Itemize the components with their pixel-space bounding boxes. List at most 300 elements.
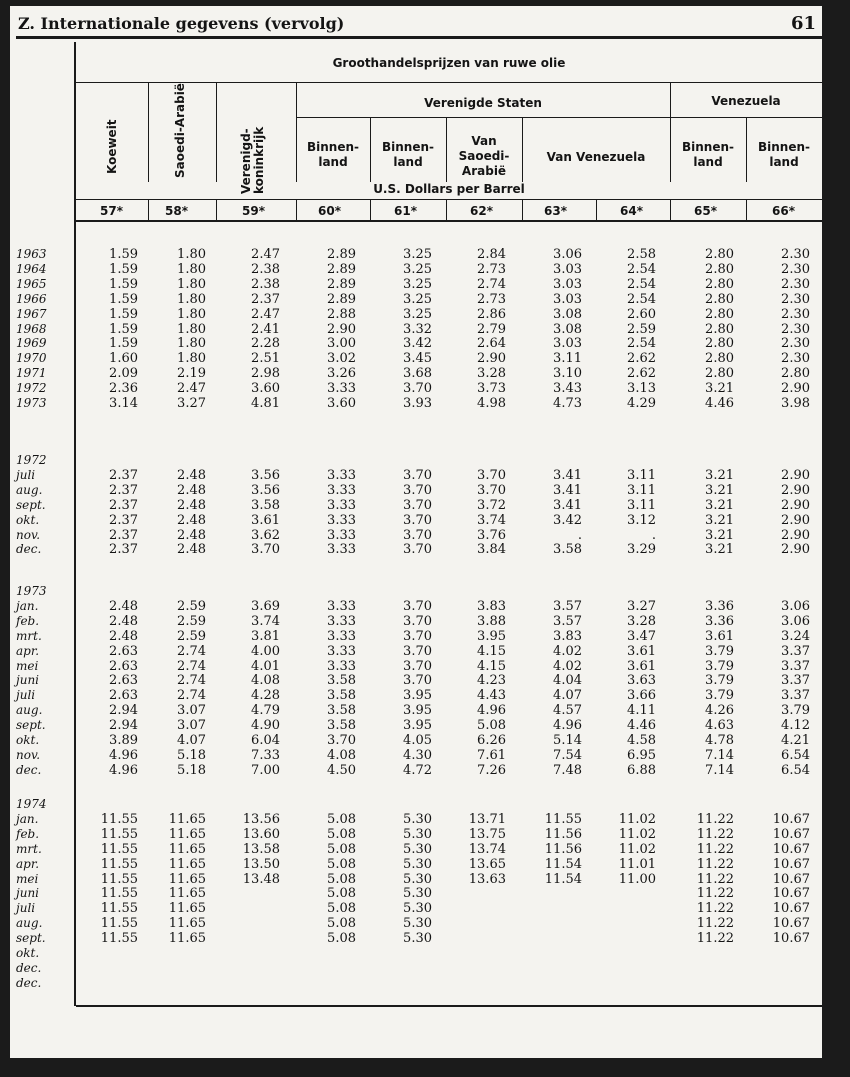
table-cell: 3.06 [553,247,582,262]
row-label: juli [16,901,36,916]
table-cell: 5.30 [403,871,432,887]
table-cell: 2.30 [781,306,810,322]
table-cell: 4.01 [251,658,280,674]
table-cell: 13.60 [242,826,280,842]
table-cell: 3.25 [403,276,432,292]
table-cell: 3.73 [477,381,506,397]
table-cell: 11.22 [696,901,734,917]
code-sep-6 [522,199,523,221]
table-cell: 11.02 [618,826,656,842]
table-cell: 3.61 [627,643,656,659]
table-cell: 11.00 [618,871,656,887]
col-label-usa-binnenland-1: Binnen- land [306,140,359,169]
table-cell: 5.08 [327,871,356,887]
table-cell: 11.55 [100,886,138,902]
table-cell: 4.08 [251,673,280,689]
table-cell: 3.11 [627,467,656,483]
table-cell: 4.07 [177,733,206,748]
table-cell: 5.18 [177,747,206,763]
table-cell: 5.08 [327,811,356,827]
table-cell: 7.26 [477,762,506,778]
table-cell: 3.95 [403,718,432,734]
table-cell: 2.90 [781,512,810,528]
table-cell: 2.89 [327,276,356,292]
table-cell: 5.08 [327,931,356,947]
table-cell: 5.08 [327,916,356,932]
table-cell: 3.42 [553,512,582,528]
table-cell: 10.67 [772,886,810,902]
table-cell: . [577,527,582,543]
table-cell: 7.54 [553,747,582,763]
table-cell: 2.37 [109,527,138,543]
table-cell: 4.11 [627,703,656,719]
table-cell: 2.88 [327,306,356,322]
table-cell: 11.55 [100,871,138,887]
table-cell: 1.80 [177,291,206,307]
table-cell: 3.70 [403,381,432,397]
table-cell: 10.67 [772,811,810,827]
table-cell: 3.24 [781,628,810,644]
table-cell: 7.33 [251,747,280,763]
table-cell: 3.70 [403,673,432,689]
table-cell: 11.22 [696,841,734,857]
table-cell: 3.95 [403,703,432,719]
table-cell: 3.33 [327,658,356,674]
table-cell: 13.65 [468,856,506,872]
table-cell: 4.00 [251,643,280,659]
table-cell: 3.33 [327,482,356,498]
table-cell: 3.03 [553,336,582,352]
row-label: nov. [16,527,41,542]
table-cell: 11.65 [168,856,206,872]
table-cell: 3.32 [403,321,432,337]
table-cell: 13.56 [242,811,280,827]
table-cell: 3.12 [627,512,656,528]
row-label: dec. [16,762,42,777]
row-label: okt. [16,733,40,747]
section-title: Z. Internationale gegevens (vervolg) [18,14,345,33]
table-cell: 3.83 [477,598,506,614]
table-cell: 4.15 [477,658,506,674]
table-cell: 5.30 [403,856,432,872]
table-cell: 3.07 [177,703,206,719]
table-cell: 4.02 [553,658,582,674]
rule-title [76,82,822,83]
table-cell: 3.88 [477,613,506,629]
row-label: juni [16,673,40,688]
table-cell: 4.21 [781,733,810,748]
table-cell: 5.14 [553,733,582,748]
row-label: 1966 [16,291,47,306]
table-cell: 3.21 [705,542,734,558]
table-cell: 3.21 [705,381,734,397]
table-cell: 1.80 [177,336,206,352]
table-cell: 3.69 [251,598,280,614]
table-cell: 3.42 [403,336,432,352]
table-cell: 2.80 [705,336,734,352]
row-label: okt. [16,946,40,960]
table-cell: 3.81 [251,628,280,644]
table-cell: 11.56 [544,826,582,842]
col-code-66: 66* [772,204,795,218]
table-cell: 3.70 [327,733,356,748]
table-cell: 4.73 [553,396,582,411]
table-cell: 11.56 [544,841,582,857]
table-cell: 2.59 [177,628,206,644]
table-cell: 3.68 [403,366,432,382]
code-sep-9 [746,199,747,221]
table-cell: 2.63 [109,688,138,704]
table-cell: 3.33 [327,527,356,543]
table-cell: 2.54 [627,276,656,292]
table-cell: 10.67 [772,916,810,932]
table-cell: 6.88 [627,762,656,778]
row-label: 1968 [16,321,47,336]
col-label-venezuela-binnenland-2: Binnen- land [757,140,810,169]
code-sep-4 [370,199,371,221]
table-cell: 5.30 [403,826,432,842]
row-label: nov. [16,747,41,762]
table-cell: 2.28 [251,336,280,352]
table-cell: 11.55 [100,856,138,872]
table-cell: 11.55 [100,901,138,917]
table-cell: 3.11 [553,351,582,367]
table-cell: 3.27 [627,598,656,614]
row-label: dec. [16,542,42,557]
table-cell: 1.59 [109,276,138,292]
table-cell: 3.00 [327,336,356,352]
table-cell: 3.29 [627,542,656,558]
table-cell: 3.26 [327,366,356,382]
table-cell: 4.58 [627,733,656,748]
table-cell: 3.36 [705,598,734,614]
table-cell: 5.30 [403,901,432,917]
table-cell: 2.90 [781,467,810,483]
table-cell: 4.04 [553,673,582,689]
table-cell: 3.61 [627,658,656,674]
table-cell: 1.80 [177,351,206,367]
table-cell: 5.18 [177,762,206,778]
table-cell: 3.79 [705,688,734,704]
table-cell: 3.93 [403,396,432,411]
table-cell: 7.00 [251,762,280,778]
col-code-57: 57* [100,204,123,218]
table-cell: 5.08 [327,901,356,917]
table-cell: 11.22 [696,811,734,827]
table-cell: 2.36 [109,381,138,397]
row-label: okt. [16,512,40,527]
col-code-61: 61* [394,204,417,218]
row-label: 1973 [16,584,47,598]
table-title: Groothandelsprijzen van ruwe olie [332,56,566,70]
table-cell: 11.22 [696,931,734,947]
table-cell: 3.61 [705,628,734,644]
table-cell: 4.05 [403,733,432,748]
table-cell: 11.55 [100,811,138,827]
table-cell: 3.66 [627,688,656,704]
table-cell: 4.26 [705,703,734,719]
table-cell: 3.14 [109,396,138,411]
table-cell: 1.59 [109,291,138,307]
table-cell: 4.81 [251,396,280,411]
table-cell: 2.59 [177,613,206,629]
row-label: 1970 [16,351,47,366]
row-label: jan. [16,811,39,826]
table-cell: 2.51 [251,351,280,367]
code-sep-7 [596,199,597,221]
col-label-usa-binnenland-2: Binnen- land [381,140,434,169]
table-cell: 3.58 [327,703,356,719]
table-cell: 2.37 [109,542,138,558]
table-cell: 2.74 [477,276,506,292]
table-cell: 5.08 [327,886,356,902]
table-cell: 3.21 [705,497,734,513]
table-cell: 3.47 [627,628,656,644]
table-cell: 3.70 [403,598,432,614]
col-code-59: 59* [242,204,265,218]
table-cell: 2.60 [627,306,656,322]
table-cell: 3.56 [251,482,280,498]
table-cell: 2.80 [705,247,734,262]
table-cell: 10.67 [772,871,810,887]
table-cell: 3.95 [403,688,432,704]
table-cell: 2.94 [109,703,138,719]
row-label: juli [16,688,36,703]
page-number: 61 [790,13,816,34]
sep-1 [148,82,149,182]
row-label: apr. [16,856,40,871]
table-cell: 2.63 [109,658,138,674]
table-cell: 2.90 [781,482,810,498]
table-cell: 11.55 [100,841,138,857]
table-cell: 2.37 [109,467,138,483]
table-cell: 11.65 [168,826,206,842]
rule-codes-bottom [76,220,822,222]
table-cell: 4.96 [109,762,138,778]
group-venezuela: Venezuela [711,94,781,108]
table-cell: 3.70 [251,542,280,558]
table-cell: 3.03 [553,291,582,307]
table-cell: 3.33 [327,497,356,513]
table-cell: 3.79 [705,673,734,689]
col-label-van-venezuela: Van Venezuela [546,150,646,164]
table-cell: 3.95 [477,628,506,644]
table-cell: 2.80 [705,276,734,292]
table-cell: 2.30 [781,336,810,352]
table-cell: 3.33 [327,598,356,614]
table-cell: 11.55 [544,811,582,827]
table-cell: 3.70 [403,658,432,674]
row-label: mei [16,871,39,886]
table-cell: 2.48 [177,497,206,513]
row-label: feb. [16,613,40,628]
table-cell: 4.90 [251,718,280,734]
table-cell: 3.37 [781,643,810,659]
table-cell: 3.79 [705,658,734,674]
table-cell: 4.30 [403,747,432,763]
table-cell: 3.70 [477,482,506,498]
table-cell: 3.57 [553,598,582,614]
table-cell: 4.57 [553,703,582,719]
table-cell: 11.22 [696,856,734,872]
table-cell: 2.63 [109,673,138,689]
table-cell: 2.84 [477,247,506,262]
table-cell: 3.03 [553,261,582,277]
table-cell: 2.74 [177,688,206,704]
table-cell: 3.58 [251,497,280,513]
table-cell: 3.79 [781,703,810,719]
table-cell: 11.54 [544,871,582,887]
col-label-verenigd-koninkrijk: Verenigd- koninkrijk [239,126,266,194]
table-cell: 3.98 [781,396,810,411]
table-cell: 11.55 [100,826,138,842]
table-cell: 3.72 [477,497,506,513]
row-label: 1974 [16,797,47,811]
col-code-65: 65* [694,204,717,218]
table-cell: 2.58 [627,247,656,262]
table-cell: 13.63 [468,871,506,887]
table-cell: 13.75 [468,826,506,842]
table-cell: 2.80 [705,366,734,382]
bottom-rule [76,1005,822,1007]
table-cell: 2.30 [781,291,810,307]
table-cell: 2.48 [109,598,138,614]
table-cell: 3.70 [403,467,432,483]
table-cell: 3.33 [327,613,356,629]
table-cell: 2.90 [781,497,810,513]
table-cell: 4.28 [251,688,280,704]
col-code-63: 63* [544,204,567,218]
table-cell: 2.30 [781,276,810,292]
table-cell: 4.08 [327,747,356,763]
table-cell: 2.80 [705,351,734,367]
table-cell: 4.96 [477,703,506,719]
code-sep-1 [148,199,149,221]
sep-2 [216,82,217,182]
table-cell: 3.11 [627,497,656,513]
table-cell: 2.79 [477,321,506,337]
table-cell: 2.41 [251,321,280,337]
table-cell: 3.58 [327,673,356,689]
row-label: jan. [16,598,39,613]
table-cell: 3.70 [403,628,432,644]
col-code-62: 62* [470,204,493,218]
table-cell: 13.74 [468,841,506,857]
row-label: sept. [16,497,46,512]
table-cell: 2.63 [109,643,138,659]
table-cell: 4.12 [781,718,810,734]
table-cell: 3.07 [177,718,206,734]
table-cell: 3.84 [477,542,506,558]
table-cell: 3.60 [251,381,280,397]
table-cell: 4.07 [553,688,582,704]
row-label: aug. [16,916,43,931]
table-cell: 1.59 [109,336,138,352]
row-label: 1969 [16,336,47,351]
table-cell: 1.59 [109,247,138,262]
table-cell: 2.48 [177,542,206,558]
row-label: mrt. [16,841,42,856]
table-cell: 3.70 [403,613,432,629]
unit-label: U.S. Dollars per Barrel [373,182,525,196]
table-cell: 11.22 [696,871,734,887]
table-cell: 2.59 [627,321,656,337]
table-cell: 3.74 [251,613,280,629]
table-cell: 10.67 [772,901,810,917]
table-cell: 2.37 [251,291,280,307]
table-cell: 3.70 [477,467,506,483]
table-cell: 3.70 [403,512,432,528]
table-cell: 11.65 [168,916,206,932]
table-cell: 7.14 [705,747,734,763]
col-code-58: 58* [165,204,188,218]
table-cell: 5.08 [327,841,356,857]
table-cell: 4.29 [627,396,656,411]
table-cell: 3.08 [553,306,582,322]
table-cell: 5.30 [403,841,432,857]
table-cell: 3.33 [327,467,356,483]
row-label: 1971 [16,366,47,381]
table-cell: 13.58 [242,841,280,857]
table-cell: 2.47 [251,247,280,262]
table-cell: 3.58 [553,542,582,558]
col-label-van-saoedi-arabie: Van Saoedi- Arabië [458,134,510,178]
table-cell: 3.33 [327,542,356,558]
table-cell: 2.62 [627,366,656,382]
row-label: dec. [16,960,42,975]
table-cell: 4.96 [553,718,582,734]
table-cell: 3.21 [705,482,734,498]
row-label: 1963 [16,247,47,261]
table-cell: 3.57 [553,613,582,629]
row-label: mrt. [16,628,42,643]
table-cell: 1.60 [109,351,138,367]
table-cell: 3.70 [403,497,432,513]
table-cell: 4.46 [627,718,656,734]
table-cell: 2.74 [177,673,206,689]
group-usa: Verenigde Staten [424,96,542,110]
table-cell: 2.37 [109,482,138,498]
table-cell: 11.55 [100,931,138,947]
table-cell: 3.11 [627,482,656,498]
table-cell: 2.30 [781,247,810,262]
table-cell: 2.47 [251,306,280,322]
table-cell: 7.14 [705,762,734,778]
table-cell: 2.48 [177,467,206,483]
table-cell: 3.41 [553,482,582,498]
col-code-64: 64* [620,204,643,218]
row-label: 1964 [16,261,47,276]
table-cell: 3.25 [403,291,432,307]
table-cell: 7.48 [553,762,582,778]
table-cell: 11.02 [618,811,656,827]
table-cell: 4.15 [477,643,506,659]
table-cell: 3.61 [251,512,280,528]
table-cell: 3.27 [177,396,206,411]
table-cell: 10.67 [772,856,810,872]
table-cell: 2.30 [781,261,810,277]
table-cell: 2.30 [781,351,810,367]
table-cell: 3.03 [553,276,582,292]
table-cell: 3.33 [327,381,356,397]
table-cell: 3.33 [327,643,356,659]
table-cell: 2.86 [477,306,506,322]
table-cell: 11.02 [618,841,656,857]
table-cell: 3.89 [109,733,138,748]
row-label: juni [16,886,40,901]
table-cell: 2.89 [327,291,356,307]
table-cell: 4.78 [705,733,734,748]
